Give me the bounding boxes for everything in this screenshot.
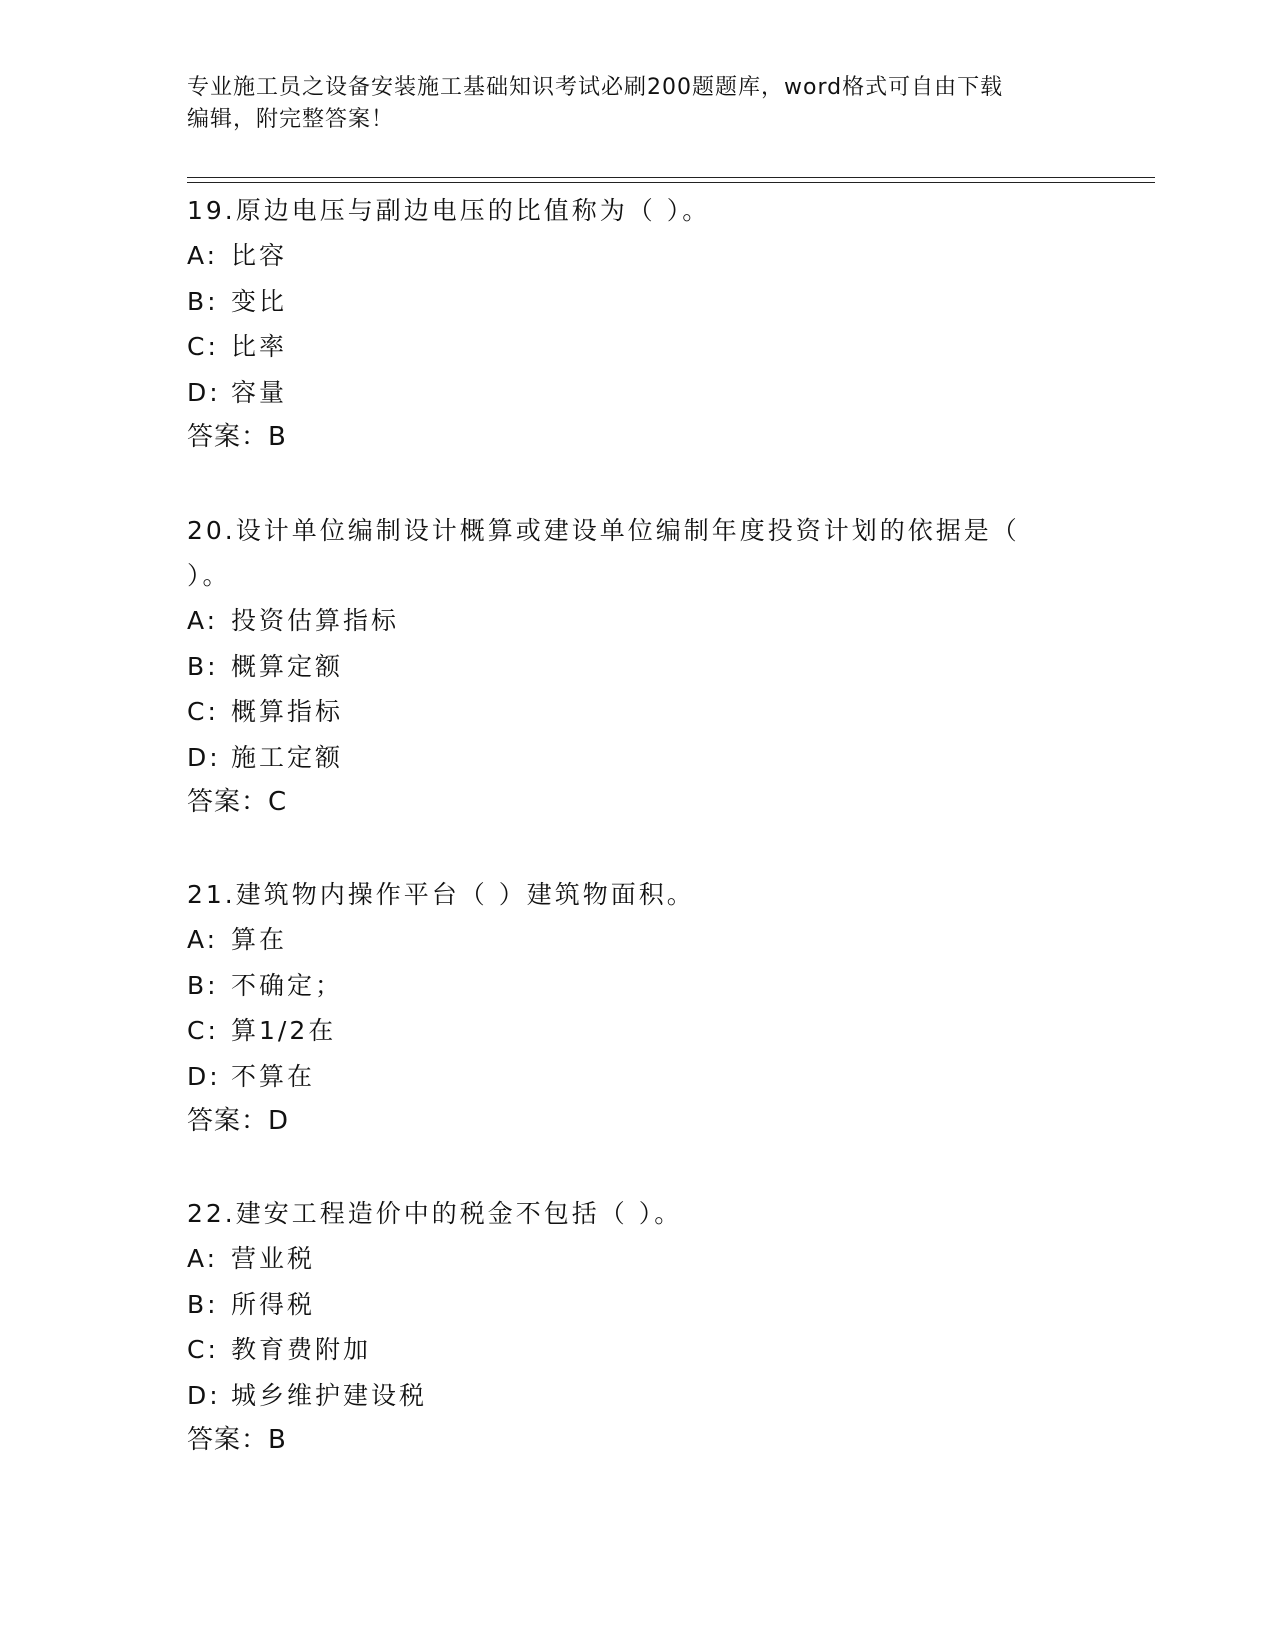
answer-line: 答案：D — [187, 1106, 290, 1136]
option-letter: A: — [187, 1244, 219, 1273]
answer-line: 答案：C — [187, 787, 288, 817]
option-text: 不算在 — [231, 1061, 316, 1091]
option-letter: A: — [187, 606, 219, 635]
option-text: 所得税 — [231, 1289, 316, 1319]
option-text: 变比 — [231, 286, 288, 316]
option-d — [187, 370, 1087, 416]
option-text: 比容 — [231, 241, 288, 270]
option-text: 概算指标 — [231, 697, 344, 726]
header-divider-top — [187, 177, 1155, 178]
question-stem: 19.原边电压与副边电压的比值称为（ ）。 — [187, 196, 711, 225]
question-19 — [187, 188, 1087, 460]
question-stem: 20.设计单位编制设计概算或建设单位编制年度投资计划的依据是（ — [187, 516, 1020, 545]
option-letter: B: — [187, 286, 219, 316]
option-letter: B: — [187, 1289, 219, 1319]
option-letter: A: — [187, 925, 219, 954]
option-a — [187, 598, 1087, 644]
option-letter: B: — [187, 651, 219, 681]
option-text: 算在 — [231, 925, 288, 954]
question-stem: 21.建筑物内操作平台（ ）建筑物面积。 — [187, 880, 695, 909]
option-text: 算1/2在 — [231, 1016, 337, 1045]
option-letter: C: — [187, 1016, 219, 1045]
option-letter: C: — [187, 332, 219, 361]
option-b — [187, 644, 1087, 690]
option-text: 城乡维护建设税 — [231, 1380, 428, 1410]
option-letter: D: — [187, 377, 221, 407]
header-divider-bottom — [187, 182, 1155, 183]
option-text: 不确定； — [231, 970, 344, 1000]
option-letter: C: — [187, 1335, 219, 1364]
option-text: 概算定额 — [231, 651, 344, 681]
option-a — [187, 233, 1087, 279]
answer-line: 答案：B — [187, 422, 287, 452]
option-a — [187, 917, 1087, 963]
option-c — [187, 324, 1087, 370]
question-stem: 22.建安工程造价中的税金不包括（ ）。 — [187, 1199, 683, 1228]
option-text: 比率 — [231, 332, 288, 361]
header-title-line-2: 编辑，附完整答案！ — [187, 107, 395, 132]
option-d — [187, 1373, 1087, 1419]
option-d — [187, 735, 1087, 781]
option-a — [187, 1236, 1087, 1282]
option-b — [187, 279, 1087, 325]
option-letter: D: — [187, 1380, 221, 1410]
question-20 — [187, 508, 1087, 825]
option-b — [187, 1282, 1087, 1328]
document-header — [187, 72, 1087, 136]
option-letter: A: — [187, 241, 219, 270]
option-c — [187, 689, 1087, 735]
question-21 — [187, 872, 1087, 1144]
option-c — [187, 1008, 1087, 1054]
option-text: 施工定额 — [231, 742, 344, 772]
option-letter: D: — [187, 742, 221, 772]
option-text: 营业税 — [231, 1244, 316, 1273]
option-letter: D: — [187, 1061, 221, 1091]
option-text: 容量 — [231, 377, 288, 407]
question-stem-continued: ）。 — [187, 561, 231, 590]
header-title-line-1: 专业施工员之设备安装施工基础知识考试必刷200题题库，word格式可自由下载 — [187, 75, 1004, 100]
question-22 — [187, 1191, 1087, 1463]
option-d — [187, 1054, 1087, 1100]
option-b — [187, 963, 1087, 1009]
option-text: 投资估算指标 — [231, 606, 400, 635]
answer-line: 答案：B — [187, 1425, 287, 1455]
option-c — [187, 1327, 1087, 1373]
option-text: 教育费附加 — [231, 1335, 372, 1364]
option-letter: B: — [187, 970, 219, 1000]
option-letter: C: — [187, 697, 219, 726]
